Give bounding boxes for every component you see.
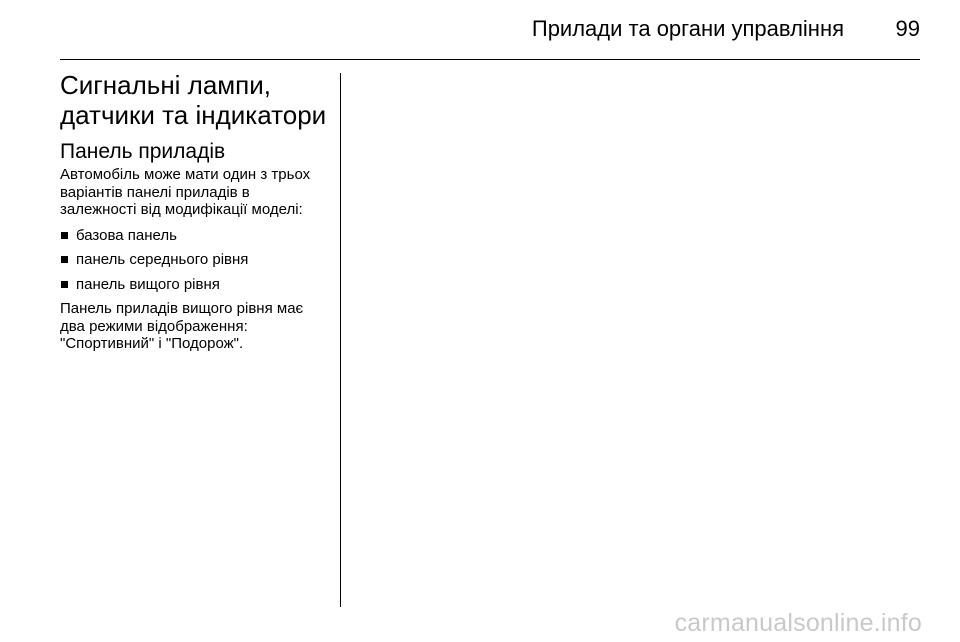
left-column: [60, 70, 335, 353]
square-bullet-icon: [61, 232, 68, 239]
running-header-title: Прилади та органи управління: [531, 16, 844, 41]
intro-line: Автомобіль може мати один з трьох: [60, 166, 311, 183]
list-item: [60, 227, 335, 245]
header-rule: [60, 59, 920, 60]
list-item: [60, 251, 335, 269]
list-item: [60, 276, 335, 294]
outro-line: два режими відображення:: [60, 317, 248, 335]
square-bullet-icon: [61, 281, 68, 288]
list-item-label: панель вищого рівня: [76, 275, 220, 293]
outro-line: "Спортивний" і "Подорож".: [60, 335, 244, 352]
outro-line: Панель приладів вищого рівня має: [60, 300, 304, 317]
page-number: 99: [895, 16, 920, 41]
subsection-title: Панель приладів: [60, 140, 226, 163]
square-bullet-icon: [61, 256, 68, 263]
section-title: [60, 70, 335, 130]
instrument-panel-variants-list: [60, 227, 335, 294]
list-item-label: панель середнього рівня: [76, 251, 249, 268]
section-title-line: датчики та індикатори: [60, 100, 327, 130]
display-modes-paragraph: [60, 300, 335, 353]
intro-line: варіантів панелі приладів в: [60, 183, 250, 201]
section-title-line: Сигнальні лампи,: [60, 70, 272, 100]
column-divider: [340, 73, 341, 607]
intro-paragraph: [60, 166, 335, 219]
watermark-text: carmanualsonline.info: [674, 609, 922, 637]
list-item-label: базова панель: [76, 226, 177, 244]
page-header: [60, 14, 920, 50]
intro-line: залежності від модифікації моделі:: [60, 201, 303, 218]
